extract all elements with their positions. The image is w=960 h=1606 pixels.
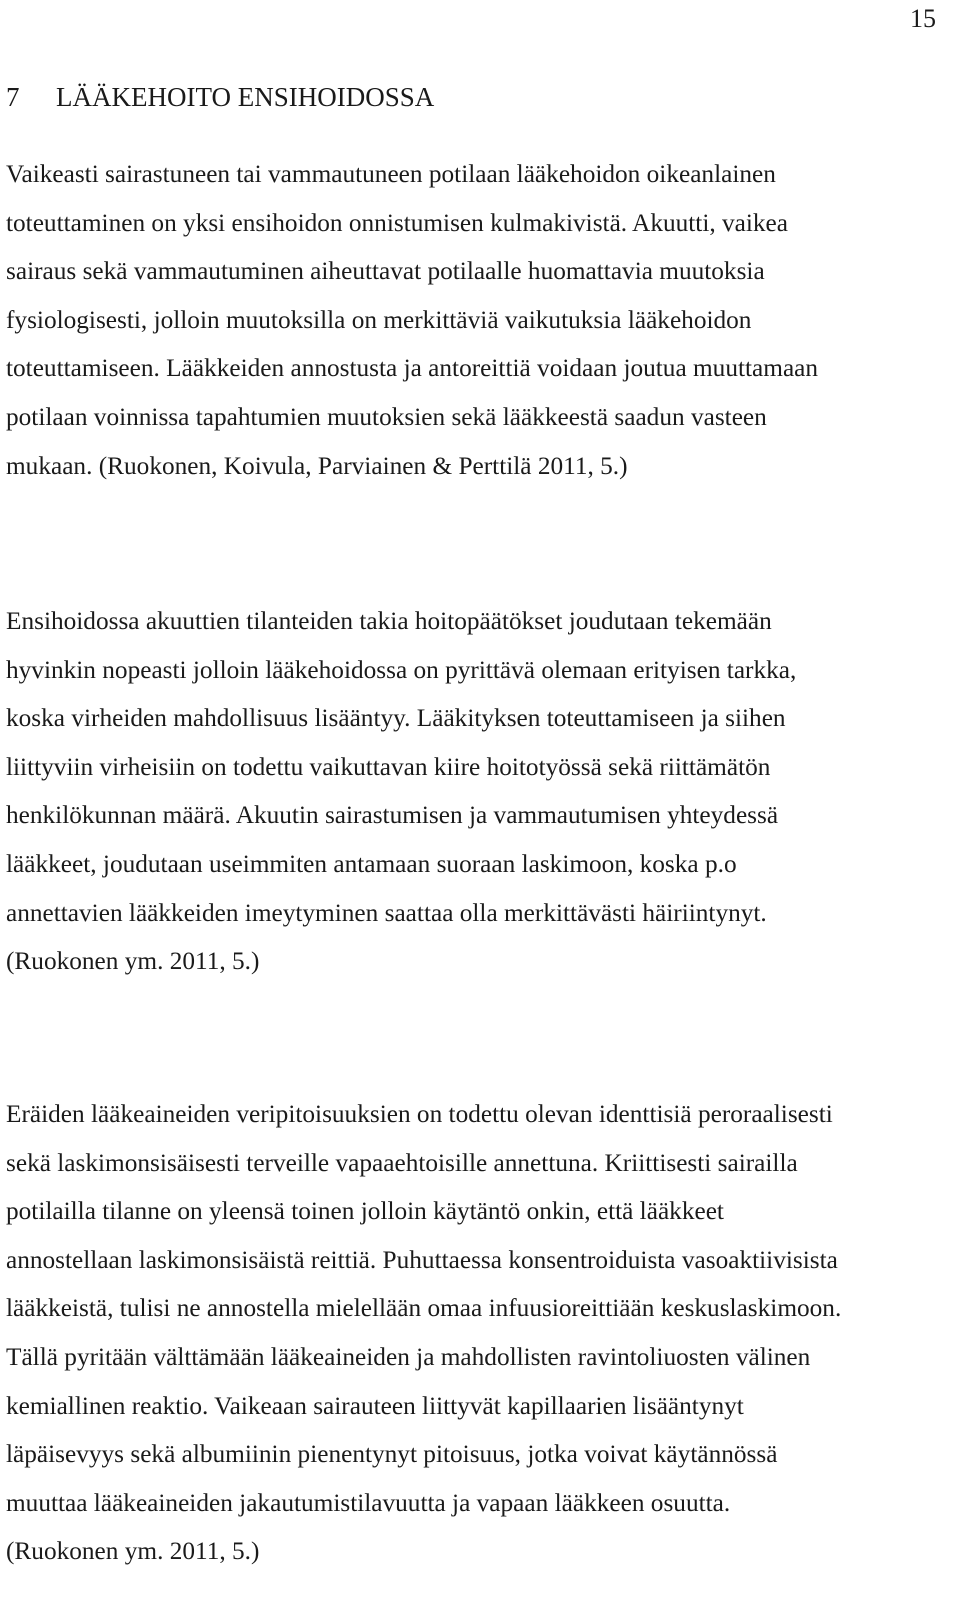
text-line: läpäisevyys sekä albumiinin pienentynyt pitoisuus, jotka voivat käytännössä [6,1440,778,1469]
text-line: hyvinkin nopeasti jolloin lääkehoidossa on pyrittävä olemaan erityisen tarkka, [6,655,797,684]
page-number: 15 [910,4,936,33]
text-line: lääkkeet, joudutaan useimmiten antamaan suoraan laskimoon, koska p.o [6,849,737,878]
paragraph-1 [6,150,936,490]
paragraph-2 [6,597,936,986]
text-line: sekä laskimonsisäisesti terveille vapaaehtoisille annettuna. Kriittisesti sairailla [6,1148,798,1177]
text-line: Tällä pyritään välttämään lääkeaineiden ja mahdollisten ravintoliuosten välinen [6,1342,811,1371]
text-line: Vaikeasti sairastuneen tai vammautuneen potilaan lääkehoidon oikeanlainen [6,160,776,188]
text-line: Ensihoidossa akuuttien tilanteiden takia hoitopäätökset joudutaan tekemään [6,607,772,635]
chapter-heading [6,80,434,114]
text-line: liittyviin virheisiin on todettu vaikuttavan kiire hoitotyössä sekä riittämätön [6,752,771,781]
text-line: annettavien lääkkeiden imeytyminen saattaa olla merkittävästi häiriintynyt. [6,898,767,927]
text-line: (Ruokonen ym. 2011, 5.) [6,947,260,976]
text-line: toteuttaminen on yksi ensihoidon onnistumisen kulmakivistä. Akuutti, vaikea [6,208,789,237]
chapter-title: LÄÄKEHOITO ENSIHOIDOSSA [56,82,435,112]
text-line: potilaan voinnissa tapahtumien muutoksien sekä lääkkeestä saadun vasteen [6,402,767,431]
text-line: fysiologisesti, jolloin muutoksilla on merkittäviä vaikutuksia lääkehoidon [6,305,752,334]
text-line: muuttaa lääkeaineiden jakautumistilavuutta ja vapaan lääkkeen osuutta. [6,1488,731,1517]
text-line: (Ruokonen ym. 2011, 5.) [6,1537,260,1566]
text-line: annostellaan laskimonsisäistä reittiä. Puhuttaessa konsentroiduista vasoaktiivisista [6,1245,838,1274]
text-line: toteuttamiseen. Lääkkeiden annostusta ja antoreittiä voidaan joutua muuttamaan [6,354,819,383]
paragraph-3 [6,1090,936,1576]
text-line: Eräiden lääkeaineiden veripitoisuuksien on todettu olevan identtisiä peroraalisesti [6,1100,833,1128]
chapter-number: 7 [6,82,20,112]
text-line: sairaus sekä vammautuminen aiheuttavat potilaalle huomattavia muutoksia [6,257,765,286]
text-line: henkilökunnan määrä. Akuutin sairastumisen ja vammautumisen yhteydessä [6,801,779,830]
text-line: kemiallinen reaktio. Vaikeaan sairauteen liittyvät kapillaarien lisääntynyt [6,1391,744,1420]
text-line: potilailla tilanne on yleensä toinen jolloin käytäntö onkin, että lääkkeet [6,1197,724,1226]
text-line: koska virheiden mahdollisuus lisääntyy. Lääkityksen toteuttamiseen ja siihen [6,704,786,733]
text-line: mukaan. (Ruokonen, Koivula, Parviainen & Perttilä 2011, 5.) [6,451,628,480]
text-line: lääkkeistä, tulisi ne annostella mielellään omaa infuusioreittiään keskuslaskimoon. [6,1294,842,1323]
